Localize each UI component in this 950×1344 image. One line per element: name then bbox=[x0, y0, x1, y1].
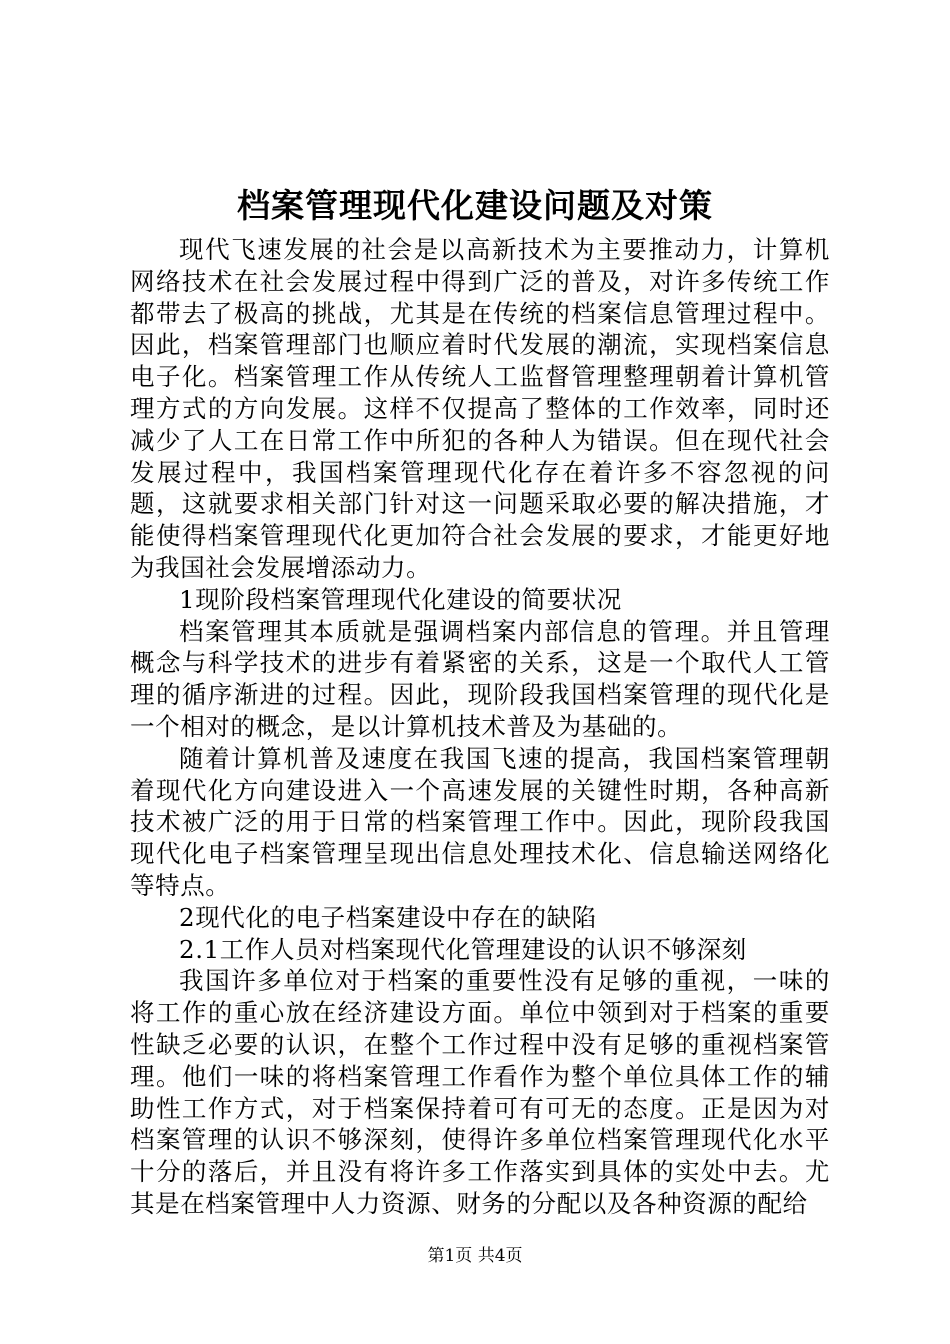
document-body bbox=[130, 234, 830, 1220]
section-heading-1: 1现阶段档案管理现代化建设的简要状况 bbox=[179, 584, 622, 614]
subsection-heading-2-1: 2.1工作人员对档案现代化管理建设的认识不够深刻 bbox=[179, 934, 747, 964]
paragraph-section-2-1: 我国许多单位对于档案的重要性没有足够的重视，一味的将工作的重心放在经济建设方面。单位中领到对于档案的重要性缺乏必要的认识，在整个工作过程中没有足够的重视档案管理。他们一味的将档案管理工作看作为整个单位具体工作的辅助性工作方式，对于档案保持着可有可无的态度。正是因为对档案管理的认识不够深刻，使得许多单位档案管理现代化水平十分的落后，并且没有将许多工作落实到具体的实处中去。尤其是在档案管理中人力资源、财务的分配以及各种资源的配给 bbox=[130, 966, 830, 1218]
document-title: 档案管理现代化建设问题及对策 bbox=[237, 186, 713, 225]
section-heading-2: 2现代化的电子档案建设中存在的缺陷 bbox=[179, 902, 597, 932]
paragraph-section-1-a: 档案管理其本质就是强调档案内部信息的管理。并且管理概念与科学技术的进步有着紧密的关系，这是一个取代人工管理的循序渐进的过程。因此，现阶段我国档案管理的现代化是一个相对的概念，是以计算机技术普及为基础的。 bbox=[130, 616, 830, 741]
paragraph-section-1-b: 随着计算机普及速度在我国飞速的提高，我国档案管理朝着现代化方向建设进入一个高速发展的关键性时期，各种高新技术被广泛的用于日常的档案管理工作中。因此，现阶段我国现代化电子档案管理呈现出信息处理技术化、信息输送网络化等特点。 bbox=[130, 743, 830, 900]
paragraph-intro: 现代飞速发展的社会是以高新技术为主要推动力，计算机网络技术在社会发展过程中得到广泛的普及，对许多传统工作都带去了极高的挑战，尤其是在传统的档案信息管理过程中。因此，档案管理部门也顺应着时代发展的潮流，实现档案信息电子化。档案管理工作从传统人工监督管理整理朝着计算机管理方式的方向发展。这样不仅提高了整体的工作效率，同时还减少了人工在日常工作中所犯的各种人为错误。但在现代社会发展过程中，我国档案管理现代化存在着许多不容忽视的问题，这就要求相关部门针对这一问题采取必要的解决措施，才能使得档案管理现代化更加符合社会发展的要求，才能更好地为我国社会发展增添动力。 bbox=[130, 235, 830, 582]
page-footer: 第1页 共4页 bbox=[427, 1246, 523, 1266]
